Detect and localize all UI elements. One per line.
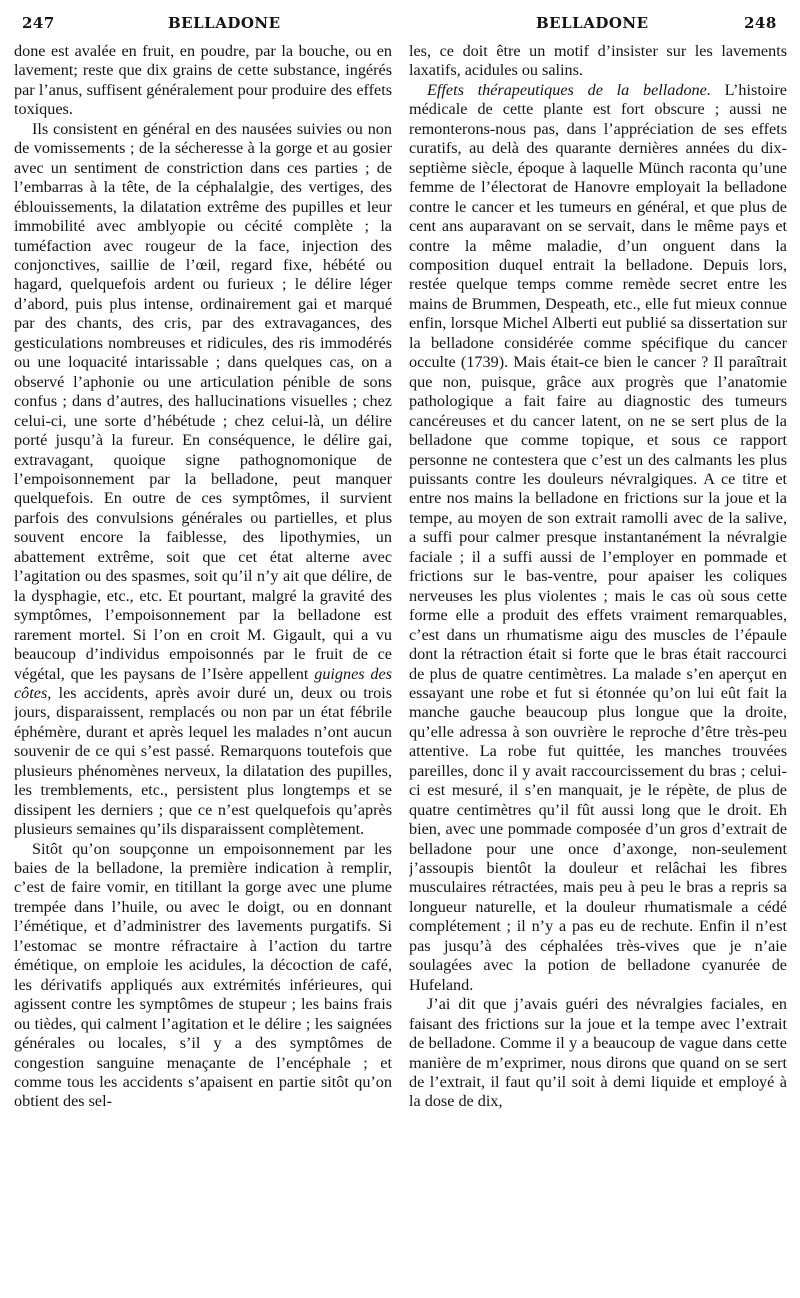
left-page-number: 247: [22, 14, 55, 32]
right-column: [409, 42, 787, 1292]
left-paragraph-2-end: les accidents, après avoir duré un, deux ou trois jours, disparaissent, remplacés ou non par un état fébrile éphémère, durant et après lequel les malades n’ont aucun souvenir de ce qui s’est passé. Remarquons toutefois que plusieurs phénomènes nerveux, la dilatation des pupilles, les tremblements, etc., persistent plus longtemps et se dissipent les derniers ; que ce n’est quelquefois qu’après plusieurs semaines qu’ils disparaissent complètement.: [14, 683, 392, 839]
right-paragraph-3: J’ai dit que j’avais guéri des névralgies faciales, en faisant des frictions sur la joue et la tempe avec l’extrait de belladone. Comme il y a beaucoup de vague dans cette manière de m’exprimer, nous dirons que quand on se sert de l’extrait, il faut qu’il soit à demi liquide et employé à la dose de dix,: [409, 995, 787, 1111]
right-paragraph-1: les, ce doit être un motif d’insister sur les lavements laxatifs, acidules ou salins.: [409, 42, 787, 80]
left-column: [14, 42, 392, 1292]
left-paragraph-2-italic: guignes des côtes,: [14, 664, 392, 702]
left-paragraph-1: done est avalée en fruit, en poudre, par la bouche, ou en lavement; reste que dix grains de cette substance, ingérés par l’anus, suffisent généralement pour produire des effets toxiques.: [14, 42, 392, 119]
left-running-title: BELLADONE: [168, 14, 281, 32]
left-paragraph-2: [14, 120, 392, 840]
right-paragraph-2-text: L’histoire médicale de cette plante est fort obscure ; aussi ne remonterons-nous pas, dans l’appréciation de ses effets curatifs, au delà des quarante dernières années du dix-septième siècle, époque à laquelle Münch raconta qu’une femme de l’électorat de Hanovre employait la belladone contre le cancer et les tumeurs en général, et que plus de cent ans auparavant on se servait, dans le même pays et contre la même maladie, d’un onguent dans la composition duquel entrait la belladone. Depuis lors, restée quelque temps comme remède secret entre les mains de Brummen, Despeath, etc., elle fut mieux connue enfin, lorsque Michel Alberti eut publié sa dissertation sur la belladone considérée comme spécifique du cancer occulte (1739). Mais était-ce bien le cancer ? Il paraîtrait que non, puisque, grâce aux progrès que l’anatomie pathologique a fait faire au diagnostic des tumeurs cancéreuses et du cancer latent, on ne se sert plus de la belladone que comme topique, et sous ce rapport personne ne contestera que c’est un des calmants les plus puissants contre les douleurs névralgiques. A ce titre et entre nos mains la belladone en frictions sur la joue et la tempe, au moyen de son extrait ramolli avec de la salive, a suffi pour calmer presque instantanément la névralgie faciale ; il a suffi aussi de l’employer en pommade et frictions sur le bas-ventre, pour apaiser les coliques nerveuses les plus violentes ; mais le cas où sous cette forme elle a produit des effets vraiment remarquables, c’est dans un rhumatisme aigu des muscles de l’épaule dont la rétraction était si forte que le bras était raccourci de plus de quatre centimètres. La malade s’en aperçut en essayant une robe et fut si étonnée qu’on lui eût fait la manche gauche beaucoup plus longue que la droite, qu’elle adressa à son ouvrière le reproche d’être très-peu attentive. La robe fut quittée, les manches trouvées pareilles, donc il y avait raccourcissement du bras ; celui-ci est mesuré, il s’en manquait, je le répète, de plus de quatre centimètres qu’il fût aussi long que le droit. Eh bien, avec une pommade composée d’un gros d’extrait de belladone pour une once d’axonge, non-seulement j’assoupis bientôt la douleur et relâchai les fibres musculaires rétractées, mais peu à peu le bras a repris sa longueur naturelle, et la douleur rhumatismale a cédé complétement ; il n’y a pas eu de rechute. Enfin il n’est pas jusqu’à des céphalées très-vives que je n’aie soulagées avec la potion de belladone cyanurée de Hufeland.: [409, 80, 787, 994]
running-header: [0, 6, 800, 40]
right-page-number: 248: [744, 14, 777, 32]
left-paragraph-3: Sitôt qu’on soupçonne un empoisonnement par les baies de la belladone, la première indication à remplir, c’est de faire vomir, en titillant la gorge avec une plume trempée dans l’huile, ou avec le doigt, ou en donnant l’émétique, et d’administrer des lavements purgatifs. Si l’estomac se montre réfractaire à l’action du tartre émétique, on emploie les acidules, la décoction de café, les dérivatifs appliqués aux extrémités inférieures, qui agissent contre les symptômes de stupeur ; les bains frais ou tièdes, qui calment l’agitation et le délire ; les saignées générales ou locales, s’il y a des symptômes de congestion sanguine menaçante de l’encéphale ; et comme tous les accidents s’apaisent en partie sitôt qu’on obtient des sel-: [14, 839, 392, 1111]
left-paragraph-2-text: Ils consistent en général en des nausées suivies ou non de vomissements ; de la sécheresse à la gorge et au gosier avec un sentiment de constriction dans ces parties ; de l’embarras à la tête, de la céphalalgie, des vertiges, des éblouissements, la dilatation extrême des pupilles et leur immobilité avec amblyopie ou cécité complète ; la tuméfaction avec rougeur de la face, injection des conjonctives, saillie de l’œil, regard fixe, hébété ou hagard, quelquefois ardent ou furieux ; le délire léger d’abord, puis plus intense, ordinairement gai et marqué par des chants, des cris, par des extravagances, des gesticulations nombreuses et ridicules, des ris immodérés ou une loquacité intarissable ; dans quelques cas, on a observé l’aphonie ou une articulation pénible de sons confus ; dans d’autres, des hallucinations visuelles ; chez celui-ci, une sorte d’hébétude ; chez celui-là, un délire porté jusqu’à la fureur. En conséquence, le délire gai, extravagant, quoique signe pathognomonique de l’empoisonnement par la belladone, peut manquer quelquefois. En outre de ces symptômes, il survient parfois des convulsions générales ou partielles, et plus souvent encore la faiblesse, des lipothymies, un abattement extrême, soit que cet état alterne avec l’agitation ou des spasmes, soit qu’il n’y ait que délire, de la dysphagie, etc., etc. Et pourtant, malgré la gravité des symptômes, l’empoisonnement par la belladone est rarement mortel. Si l’on en croit M. Gigault, qui a vu beaucoup d’individus empoisonnés par le fruit de ce végétal, que les paysans de l’Isère appellent: [14, 119, 392, 683]
right-paragraph-2: [409, 81, 787, 995]
right-running-title: BELLADONE: [536, 14, 649, 32]
right-section-heading: Effets thérapeutiques de la belladone.: [427, 80, 711, 99]
